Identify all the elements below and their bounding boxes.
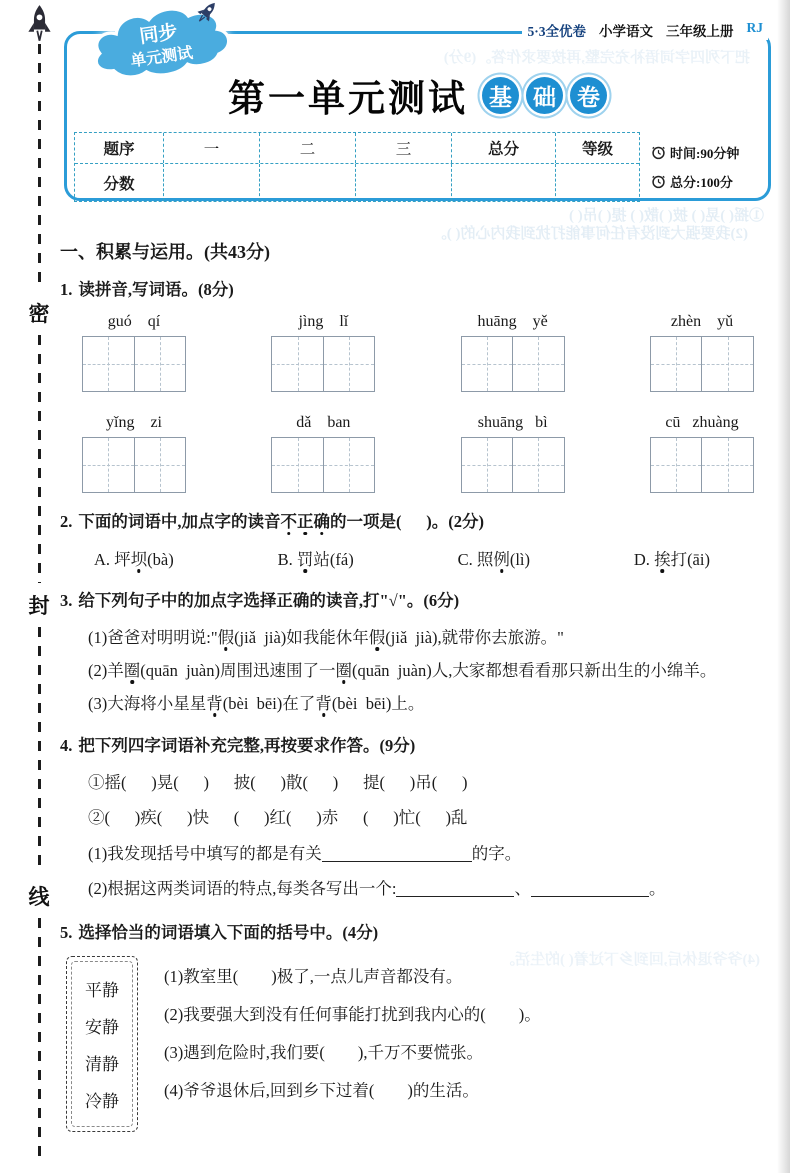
question-3-item: (3)大海将小星星背(bèi bēi)在了背(bèi bēi)上。	[88, 693, 425, 713]
score-table-area	[74, 132, 761, 202]
exam-total-label: 总分:100分	[670, 175, 733, 190]
pinyin-label: dǎ ban	[296, 414, 351, 432]
question-2-options	[60, 542, 772, 575]
writing-cell	[462, 438, 513, 492]
question-4-line1: ①摇( )晃( ) 披( )散( ) 提( )吊( )	[88, 772, 468, 792]
pinyin-group	[80, 313, 188, 392]
pinyin-group	[459, 313, 567, 392]
exam-total	[651, 172, 761, 191]
section-title: 一、积累与运用。(共43分)	[60, 242, 270, 262]
question-3-stem	[60, 588, 772, 614]
paper-type-char: 础	[526, 77, 563, 114]
pinyin-group	[648, 313, 756, 392]
question-text: 给下列句子中的加点字选择正确的读音,打"√"。(6分)	[78, 591, 460, 611]
seal-char: 密	[28, 302, 50, 327]
scan-edge-shadow	[777, 0, 790, 1173]
writing-cell	[272, 438, 323, 492]
word-bank	[66, 956, 138, 1132]
score-table-header: 等级	[555, 133, 639, 163]
edition-label: 5·3全优卷	[527, 24, 586, 39]
question-5-item: (1)教室里( )极了,一点儿声音都没有。	[164, 967, 463, 987]
clock-icon	[651, 174, 666, 189]
rocket-icon	[26, 4, 53, 44]
writing-cell	[323, 337, 375, 391]
writing-cell	[651, 438, 702, 492]
pinyin-group	[459, 414, 567, 493]
seal-line	[20, 4, 58, 1165]
writing-cell	[701, 438, 753, 492]
pinyin-label: zhèn yǔ	[670, 313, 734, 331]
writing-cell	[462, 337, 513, 391]
question-number: 4.	[60, 735, 73, 755]
writing-grid	[650, 336, 754, 392]
bleed-text: (2)我要强大到没有任何事能打扰到我内心的( )。	[431, 226, 748, 242]
seal-dash-line	[38, 335, 41, 582]
option-c: C. 照例(lì)	[457, 549, 531, 569]
question-2-stem	[60, 509, 772, 535]
question-3-item: (1)爸爸对明明说:"假(jiǎ jià)如我能休年假(jiǎ jià),就带你去旅游。"	[88, 627, 564, 647]
option-d: D. 挨打(āi)	[633, 549, 710, 569]
exam-time	[651, 143, 761, 162]
question-text: 把下列四字词语补充完整,再按要求作答。(9分)	[78, 735, 416, 755]
score-cell-empty	[259, 164, 355, 201]
question-5-item: (2)我要强大到没有任何事能打扰到我内心的( )。	[164, 1005, 541, 1025]
question-text: 下面的词语中,加点字的读音不正确的一项是( )。(2分)	[78, 512, 484, 532]
word-bank-item: 冷静	[85, 1092, 119, 1112]
writing-grid	[271, 437, 375, 493]
bleed-text: (4)爷爷退休后,回到乡下过着( )的生活。	[500, 952, 760, 968]
question-2	[60, 509, 772, 575]
question-5-stem	[60, 920, 772, 946]
score-cell-empty	[555, 164, 639, 201]
bleed-text: 把下列四字词语补充完整,再按要求作答。(9分)	[443, 50, 750, 66]
word-bank-item: 安静	[85, 1018, 119, 1038]
seal-dash-line	[38, 44, 41, 291]
writing-cell	[323, 438, 375, 492]
clock-icon	[651, 145, 666, 160]
score-table-header: 题序	[103, 141, 135, 158]
question-number: 1.	[60, 280, 73, 299]
badge-line1: 同步	[138, 21, 179, 48]
score-cell-empty	[355, 164, 451, 201]
writing-cell	[701, 337, 753, 391]
question-5-item: (4)爷爷退休后,回到乡下过着( )的生活。	[164, 1080, 479, 1100]
question-4-stem	[60, 733, 772, 759]
question-1	[60, 277, 772, 493]
pinyin-label: guó qí	[107, 313, 161, 331]
score-table-header: 三	[355, 133, 451, 163]
pinyin-row-1	[60, 313, 772, 392]
score-table-header: 总分	[451, 133, 555, 163]
writing-grid	[82, 336, 186, 392]
pinyin-label: shuāng bì	[477, 414, 548, 432]
pinyin-row-2	[60, 414, 772, 493]
writing-cell	[83, 438, 134, 492]
paper-type-badge	[482, 77, 607, 114]
seal-dash-line	[38, 627, 41, 874]
score-table-score-row	[75, 163, 639, 201]
paper-type-char: 基	[482, 77, 519, 114]
writing-cell	[651, 337, 702, 391]
question-5	[60, 920, 772, 1132]
paper-type-char: 卷	[570, 77, 607, 114]
pinyin-label: jìng lǐ	[298, 313, 349, 331]
pinyin-group	[648, 414, 756, 493]
question-text: 选择恰当的词语填入下面的括号中。(4分)	[78, 922, 379, 942]
pinyin-label: huāng yě	[477, 313, 548, 331]
exam-body	[60, 238, 772, 1132]
writing-cell	[272, 337, 323, 391]
question-1-stem	[60, 277, 772, 303]
exam-info	[640, 132, 761, 202]
question-3-item: (2)羊圈(quān juàn)周围迅速围了一圈(quān juàn)人,大家都想看看那只新出生的小绵羊。	[88, 660, 717, 680]
publisher-label: RJ	[746, 20, 763, 35]
question-number: 2.	[60, 512, 73, 532]
writing-grid	[650, 437, 754, 493]
seal-char: 封	[28, 593, 50, 618]
question-5-item: (3)遇到危险时,我们要( ),千万不要慌张。	[164, 1043, 483, 1063]
pinyin-group	[269, 414, 377, 493]
grade-label: 三年级上册	[666, 24, 734, 39]
option-b: B. 罚站(fá)	[277, 549, 354, 569]
pinyin-label: cū zhuàng	[665, 414, 739, 432]
question-4	[60, 733, 772, 907]
badge-line2: 单元测试	[129, 44, 194, 71]
writing-grid	[461, 437, 565, 493]
question-5-items	[164, 956, 772, 1132]
writing-cell	[512, 438, 564, 492]
seal-dash-line	[38, 918, 41, 1165]
question-5-body	[66, 956, 772, 1132]
score-cell-empty	[451, 164, 555, 201]
option-a: A. 坪坝(bà)	[94, 549, 174, 569]
writing-grid	[82, 437, 186, 493]
question-text: 读拼音,写词语。(8分)	[78, 280, 234, 299]
score-table	[74, 132, 640, 202]
bleed-text: ①摇( )晃( ) 披( )散( ) 提( )吊( )	[569, 208, 764, 224]
score-table-header: 一	[163, 133, 259, 163]
question-number: 5.	[60, 922, 73, 942]
pinyin-label: yǐng zi	[106, 414, 162, 432]
writing-grid	[461, 336, 565, 392]
word-bank-item: 清静	[85, 1055, 119, 1075]
writing-cell	[83, 337, 134, 391]
score-table-header-row	[75, 133, 639, 163]
question-4-sub2: (2)根据这两类词语的特点,每类各写出一个: 、 。	[88, 879, 666, 899]
writing-grid	[271, 336, 375, 392]
seal-char: 线	[28, 884, 50, 909]
score-table-header: 二	[259, 133, 355, 163]
word-bank-item: 平静	[85, 981, 119, 1001]
question-number: 3.	[60, 591, 73, 611]
writing-cell	[134, 337, 186, 391]
subject-label: 小学语文	[599, 24, 653, 39]
pinyin-group	[269, 313, 377, 392]
score-row-label: 分数	[103, 175, 135, 193]
header-meta	[522, 20, 768, 40]
question-3	[60, 588, 772, 719]
writing-cell	[134, 438, 186, 492]
question-4-line2: ②( )疾( )快 ( )红( )赤 ( )忙( )乱	[88, 808, 468, 828]
score-cell-empty	[163, 164, 259, 201]
question-4-sub1: (1)我发现括号中填写的都是有关 的字。	[88, 843, 522, 863]
exam-time-label: 时间:90分钟	[670, 146, 740, 161]
pinyin-group	[80, 414, 188, 493]
page-title: 第一单元测试	[228, 79, 468, 120]
writing-cell	[512, 337, 564, 391]
